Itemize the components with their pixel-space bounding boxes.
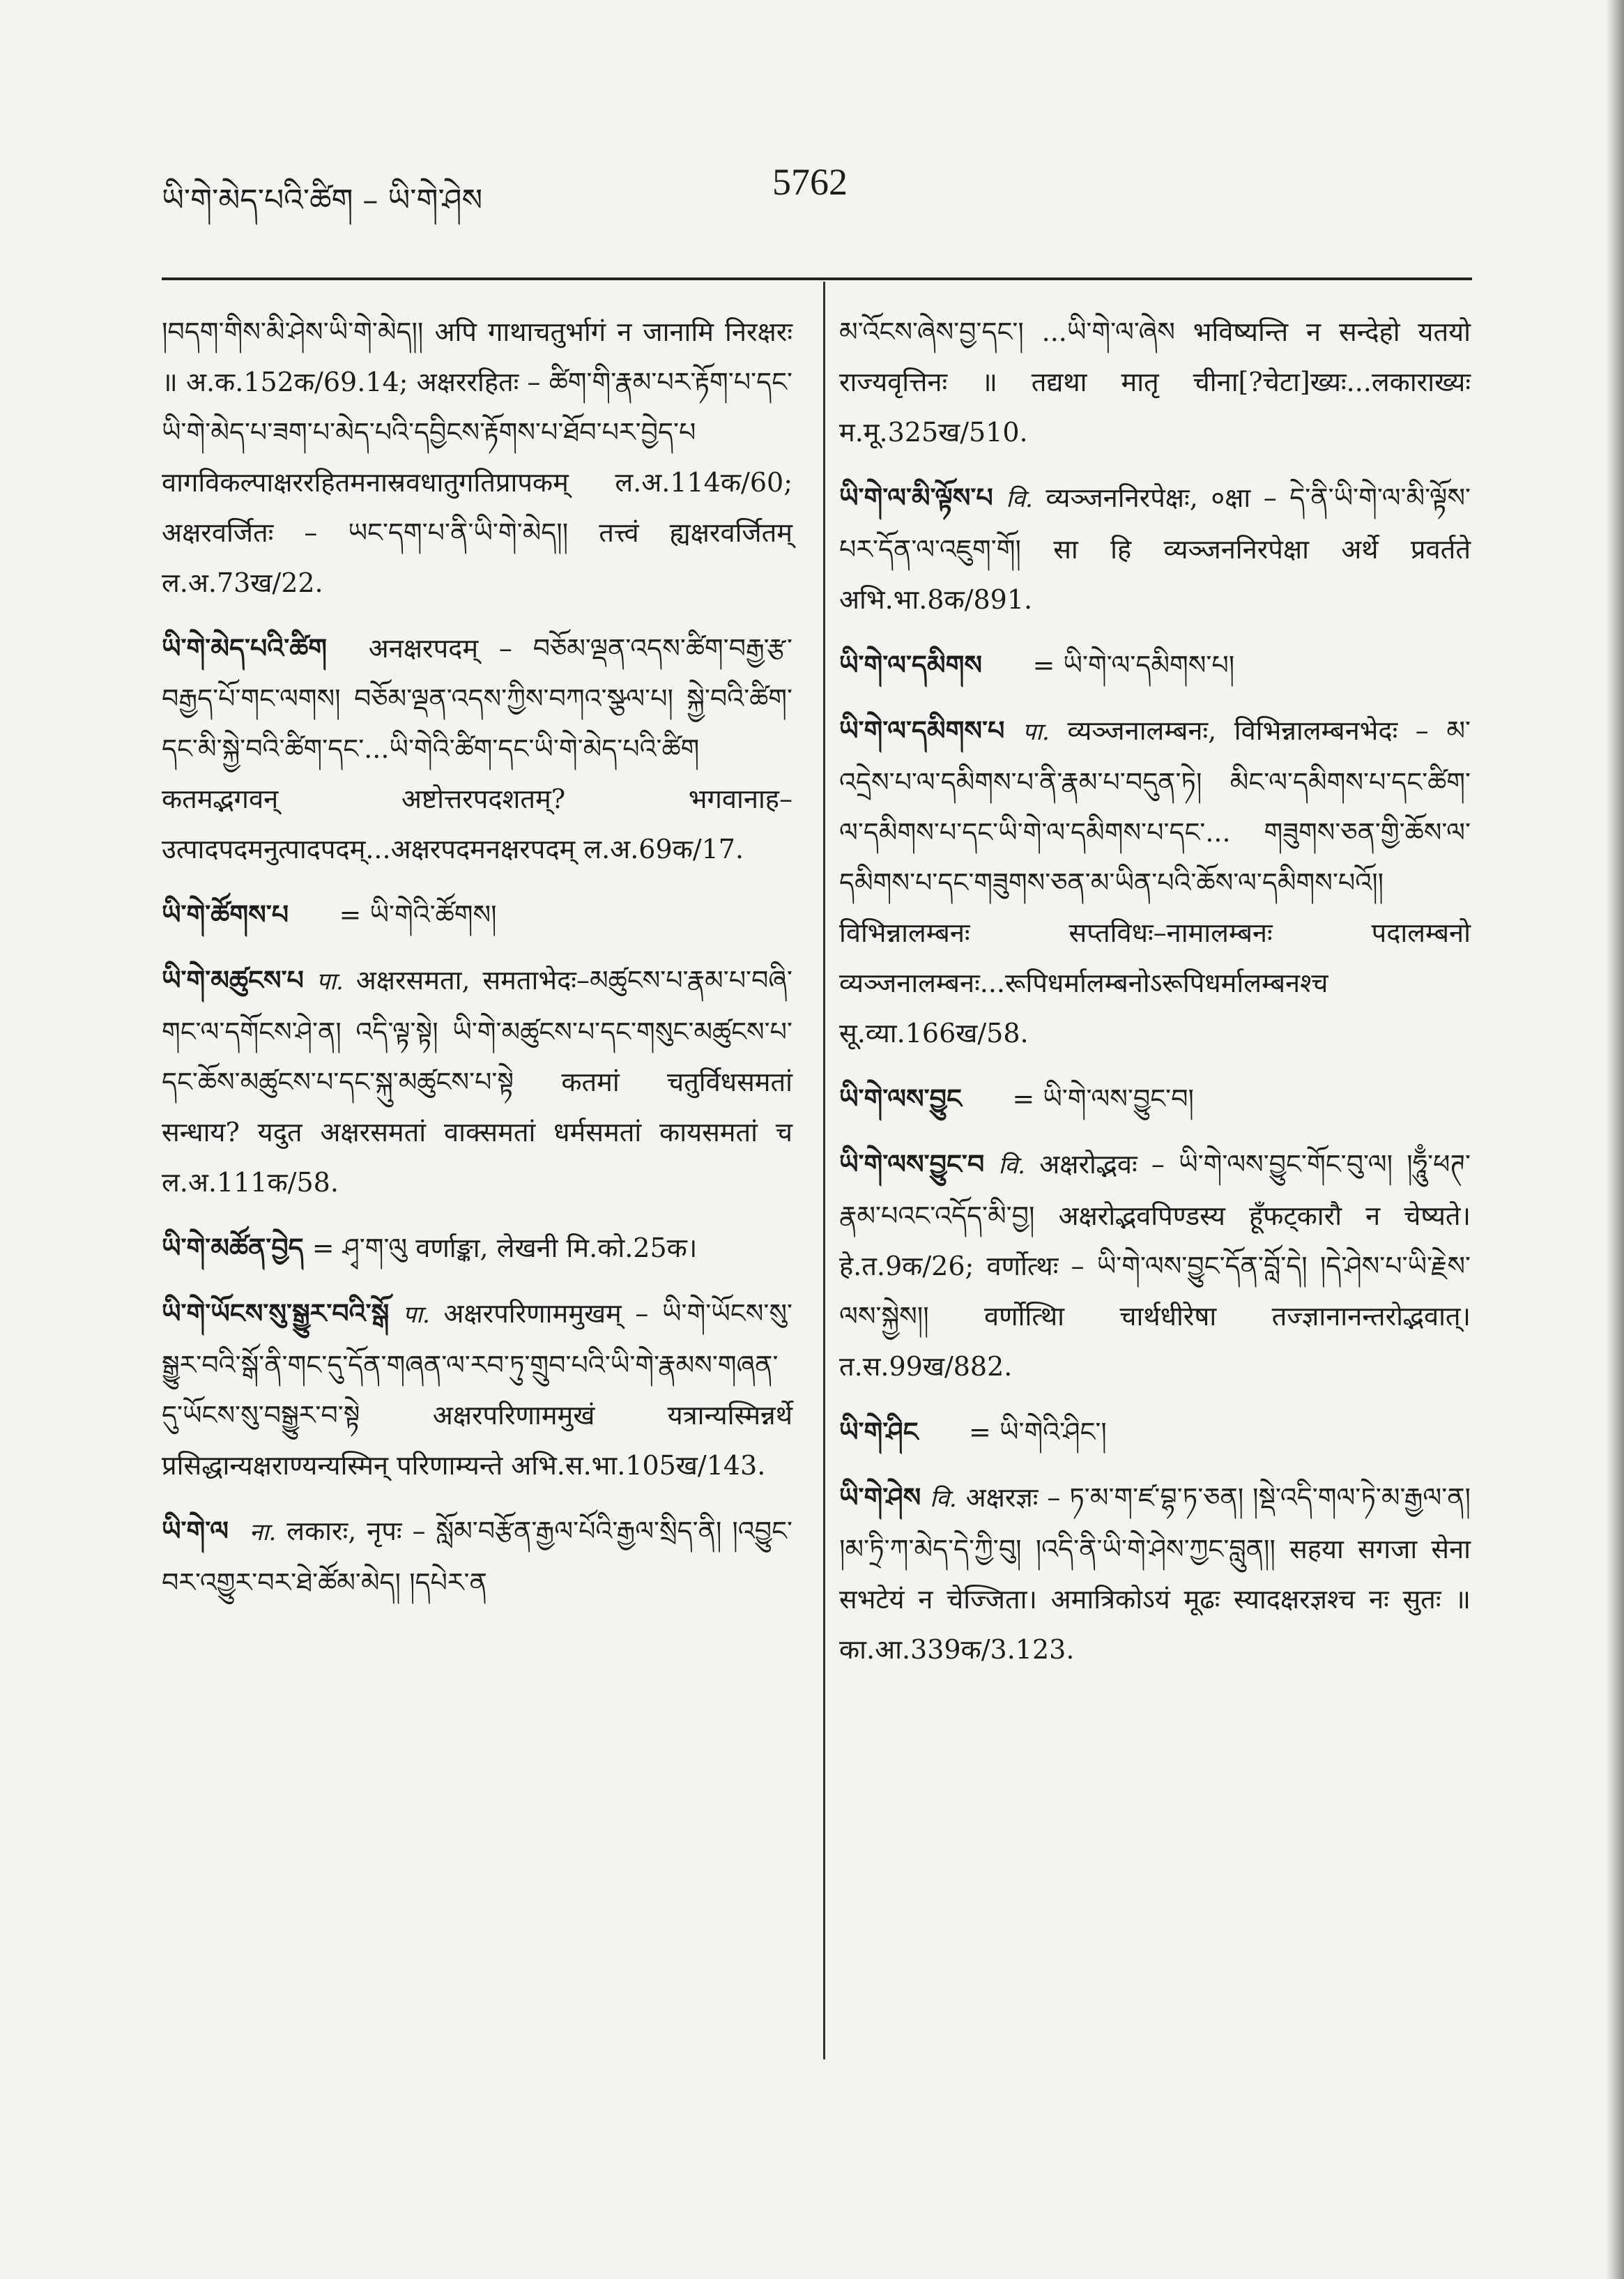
- entry-headword: ཡི་གེ་མཚུངས་པ: [162, 964, 304, 996]
- entry-headword: ཡི་གེ་ལ་དམིགས་པ: [839, 715, 1005, 746]
- entry-headword: ཡི་གེ་ལས་བྱུང་བ: [839, 1148, 985, 1180]
- dictionary-entry: [839, 1472, 1471, 1675]
- right-column: [839, 307, 1471, 1690]
- entry-text: མ་འོངས་ཞེས་བྱ་དང་། ...ཡི་གེ་ལ་ཞེས भविष्यन्ति न सन्देहो यतयो राज्यवृत्तिनः ॥ तद्यथा मातृ चीना[?चेटा]ख्यः...लकाराख्यः म.मू.325ख/510.: [839, 317, 1471, 448]
- entry-headword: ཡི་གེ་ཤིང: [839, 1416, 919, 1447]
- entry-headword: ཡི་གེ་མཚོན་བྱེད: [162, 1232, 304, 1263]
- dictionary-entry: [162, 955, 792, 1207]
- dictionary-entry: [839, 473, 1471, 625]
- entry-text: अक्षरज्ञः – ཏ་མ་ག་ཛ་བྷ་ཏ་ཅན། །སྡེ་འདི་གལ་ཏེ་མ་རྒྱལ་ན། །མ་ཏྲི་ཀ་མེད་དེ་ཀྱི་བུ། །འདི་ནི་ཡི་གེ་ཤེས་ཀྱང་བླུན།། सहया सगजा सेना सभटेयं न चेज्जिता। अमात्रिकोऽयं मूढः स्यादक्षरज्ञश्च नः सुतः ॥ का.आ.339क/3.123.: [839, 1482, 1471, 1665]
- column-divider: [823, 282, 825, 2059]
- grammar-label: वि.: [1006, 485, 1033, 513]
- dictionary-entry: [162, 1506, 792, 1608]
- entry-text: अक्षरोद्भवः – ཡི་གེ་ལས་བྱུང་གོང་བུ་ལ། །ཧཱུྃ་ཕཊ་རྣམ་པའང་འདོད་མི་བྱ། अक्षरोद्भवपिण्डस्य हूँफट्कारौ न चेष्यते। हे.त.9क/26; वर्णोत्थः – ཡི་གེ་ལས་བྱུང་དོན་བློ་དེ། །དེ་ཤེས་པ་ཡི་རྗེས་ལས་སྐྱེས།། वर्णोत्थिा चार्थधीरेषा तज्ज्ञानानन्तरोद्भवात्। त.स.99ख/882.: [839, 1149, 1471, 1382]
- entry-headword: ཡི་གེ་ལ་དམིགས: [839, 649, 983, 680]
- entry-headword: ཡི་གེ་ཡོངས་སུ་སྒྱུར་བའི་སྒོ: [162, 1297, 390, 1329]
- entry-headword: ཡི་གེ་ཤེས: [839, 1481, 921, 1513]
- entry-headword: ཡི་གེ་ལ: [162, 1515, 229, 1546]
- grammar-label: पा.: [316, 968, 344, 996]
- dictionary-entry: [162, 1223, 792, 1273]
- dictionary-entry: [839, 640, 1471, 690]
- cross-reference: = ཡི་གེའི་ཚོགས།: [339, 899, 497, 930]
- entry-text: = ཤྭ་ག་ལུ वर्णाङ्का, लेखनी मि.को.25क।: [312, 1233, 698, 1263]
- dictionary-entry: [162, 1288, 792, 1491]
- entry-continuation: [162, 307, 792, 608]
- scan-edge-shadow: [1606, 0, 1624, 2279]
- left-column: [162, 307, 792, 1623]
- grammar-label: पा.: [402, 1301, 430, 1329]
- dictionary-entry: [839, 1074, 1471, 1124]
- entry-headword: ཡི་གེ་ལས་བྱུང: [839, 1083, 962, 1114]
- entry-text: །བདག་གིས་མི་ཤེས་ཡི་གེ་མེད།། अपि गाथाचतुर्भागं न जानामि निरक्षरः ॥ अ.क.152क/69.14; अक्षररहितः – ཚིག་གི་རྣམ་པར་རྟོག་པ་དང་ཡི་གེ་མེད་པ་ཟག་པ་མེད་པའི་དབྱིངས་རྟོགས་པ་ཐོབ་པར་བྱེད་པ वागविकल्पाक्षररहितमनास्रवधातुगतिप्रापकम् ल.अ.114क/60; अक्षरवर्जितः – ཡང་དག་པ་ནི་ཡི་གེ་མེད།། तत्त्वं ह्यक्षरवर्जितम् ल.अ.73ख/22.: [162, 317, 792, 598]
- grammar-label: ना.: [249, 1518, 277, 1546]
- dictionary-entry: [839, 706, 1471, 1058]
- dictionary-entry: [162, 623, 792, 874]
- entry-text: अक्षरसमता, समताभेदः–མཚུངས་པ་རྣམ་པ་བཞི་གང་ལ་དགོངས་ཤེ་ན། འདི་ལྟ་སྟེ། ཡི་གེ་མཚུངས་པ་དང་གསུང་མཚུངས་པ་དང་ཆོས་མཚུངས་པ་དང་སྐུ་མཚུངས་པ་སྟེ कतमां चतुर्विधसमतां सन्धाय? यदुत अक्षरसमतां वाक्समतां धर्मसमतां कायसमतां च ल.अ.111क/58.: [162, 965, 792, 1198]
- cross-reference: = ཡི་གེ་ལས་བྱུང་བ།: [1012, 1083, 1194, 1114]
- page-number: 5762: [772, 161, 848, 203]
- dictionary-entry: [839, 1407, 1471, 1457]
- entry-headword: ཡི་གེ་ཚོགས་པ: [162, 899, 289, 930]
- grammar-label: वि.: [998, 1152, 1025, 1180]
- dictionary-entry: [162, 890, 792, 940]
- entry-text: व्यञ्जननिरपेक्षः, ०क्षा – དེ་ནི་ཡི་གེ་ལ་མི་ལྟོས་པར་དོན་ལ་འཇུག་གོ། सा हि व्यञ्जननिरपेक्षा अर्थे प्रवर्तते अभि.भा.8क/891.: [839, 482, 1471, 615]
- header-rule: [162, 277, 1472, 280]
- entry-continuation: [839, 307, 1471, 457]
- entry-text: अक्षरपरिणाममुखम् – ཡི་གེ་ཡོངས་སུ་སྒྱུར་བའི་སྒོ་ནི་གང་དུ་དོན་གཞན་ལ་རབ་ཏུ་གྲུབ་པའི་ཡི་གེ་རྣམས་གཞན་དུ་ཡོངས་སུ་བསྒྱུར་བ་སྟེ अक्षरपरिणाममुखं यत्रान्यस्मिन्नर्थे प्रसिद्धान्यक्षराण्यन्यस्मिन् परिणाम्यन्ते अभि.स.भा.105ख/143.: [162, 1298, 792, 1481]
- grammar-label: वि.: [930, 1485, 957, 1513]
- running-head: ཡི་གེ་མེད་པའི་ཚིག – ཡི་གེ་ཤེས: [162, 183, 483, 218]
- entry-headword: ཡི་གེ་མེད་པའི་ཚིག: [162, 632, 328, 664]
- entry-text: लकारः, नृपः – སློམ་བརྩོན་རྒྱལ་པོའི་རྒྱལ་སྲིད་ནི། །འབྱུང་བར་འགྱུར་བར་ཐེ་ཚོམ་མེད། །དཔེར་ན: [162, 1516, 792, 1598]
- cross-reference: = ཡི་གེའི་ཤིང་།: [969, 1417, 1107, 1447]
- entry-text: अनक्षरपदम् – བཅོམ་ལྡན་འདས་ཚིག་བརྒྱ་རྩ་བརྒྱད་པོ་གང་ལགས། བཅོམ་ལྡན་འདས་ཀྱིས་བཀའ་སྩལ་པ། སྐྱེ་བའི་ཚིག་དང་མི་སྐྱེ་བའི་ཚིག་དང་...ཡི་གེའི་ཚིག་དང་ཡི་གེ་མེད་པའི་ཚིག कतमद्भगवन् अष्टोत्तरपदशतम्? भगवानाह– उत्पादपदमनुत्पादपदम्...अक्षरपदमनक्षरपदम् ल.अ.69क/17.: [162, 633, 792, 864]
- cross-reference: = ཡི་གེ་ལ་དམིགས་པ།: [1032, 650, 1235, 680]
- dictionary-entry: [839, 1139, 1471, 1392]
- entry-headword: ཡི་གེ་ལ་མི་ལྟོས་པ: [839, 482, 993, 513]
- entry-text: व्यञ्जनालम्बनः, विभिन्नालम्बनभेदः – མ་འདྲེས་པ་ལ་དམིགས་པ་ནི་རྣམ་པ་བདུན་ཏེ། མིང་ལ་དམིགས་པ་དང་ཚིག་ལ་དམིགས་པ་དང་ཡི་གེ་ལ་དམིགས་པ་དང་... གཟུགས་ཅན་གྱི་ཆོས་ལ་དམིགས་པ་དང་གཟུགས་ཅན་མ་ཡིན་པའི་ཆོས་ལ་དམིགས་པའོ།། विभिन्नालम्बनः सप्तविधः–नामालम्बनः पदालम्बनो व्यञ्जनालम्बनः...रूपिधर्मालम्बनोऽरूपिधर्मालम्बनश्च सू.व्या.166ख/58.: [839, 715, 1471, 1049]
- grammar-label: पा.: [1022, 718, 1050, 746]
